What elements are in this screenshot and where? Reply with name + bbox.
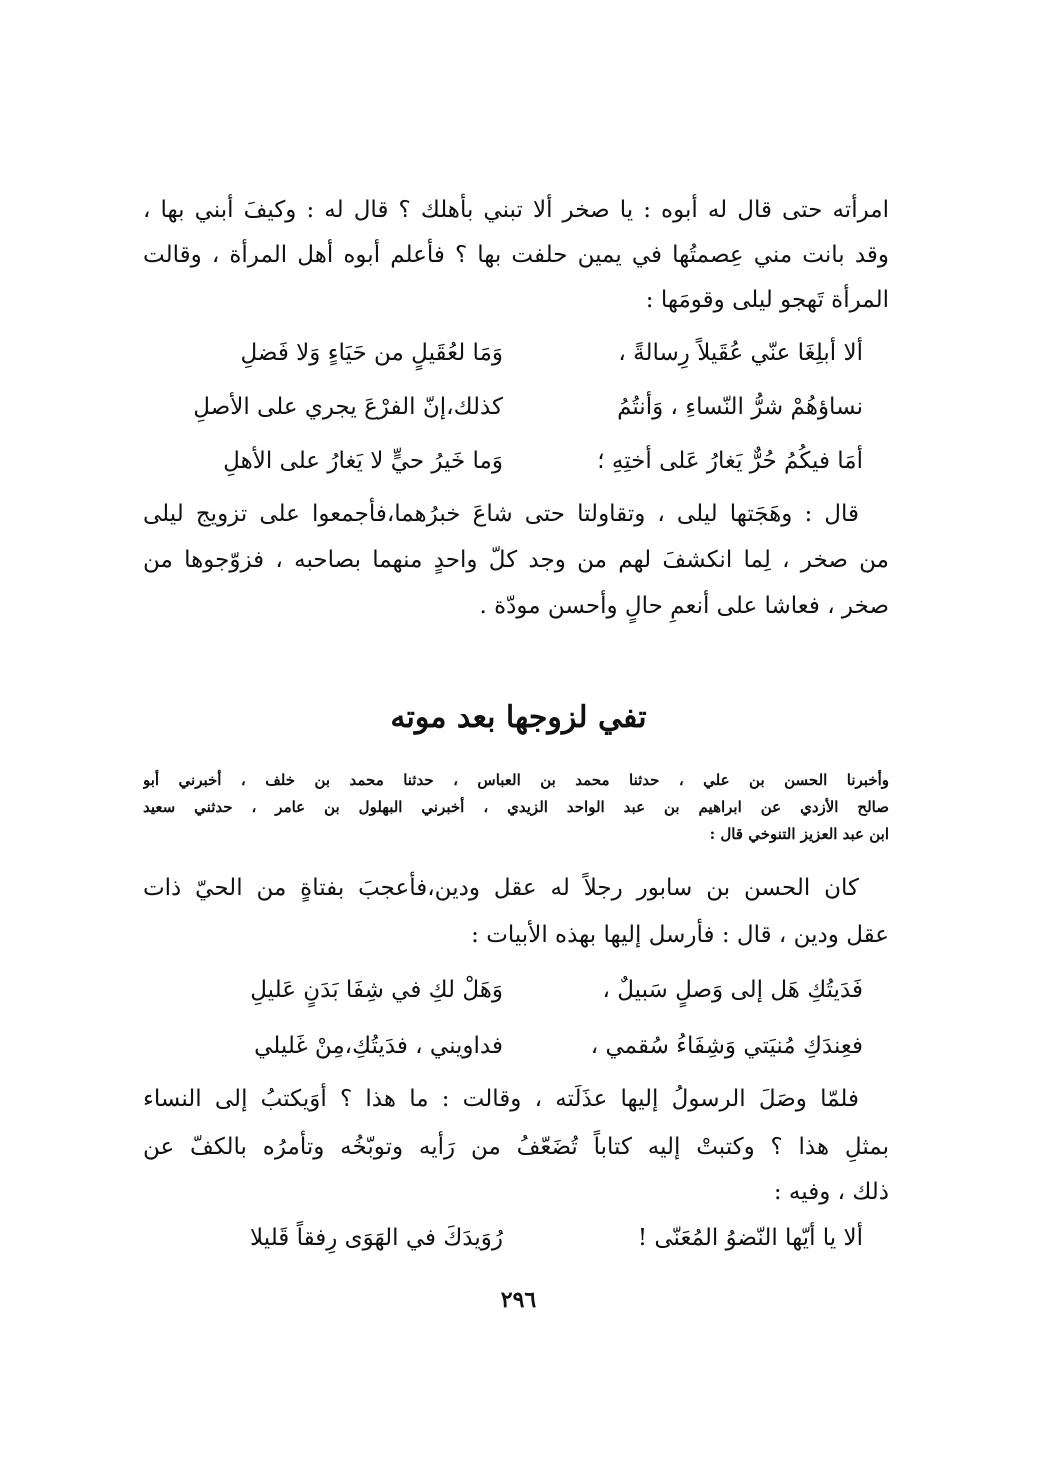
verse-first-hemistich: أمَا فيكُمُ حُرٌّ يَغارُ عَلى أختِهِ ؛ (597, 448, 863, 474)
verse-first-hemistich: فعِندَكِ مُنيَتي وَشِفَاءُ سُقمي ، (590, 1033, 863, 1059)
text-line: امرأته حتى قال له أبوه : يا صخر ألا تبني بأهلك ؟ قال له : وكيفَ أبني بها ، (143, 197, 889, 223)
verse-first-hemistich: نساؤهُمْ شرُّ النّساءِ ، وَأنتُمُ (617, 394, 863, 420)
text-line: عقل ودين ، قال : فأرسل إليها بهذه الأبيات : (471, 922, 889, 948)
text-line: المرأة تَهجو ليلى وقومَها : (645, 287, 889, 313)
text-line: فلمّا وصَلَ الرسولُ إليها عذَلَته ، وقالت : ما هذا ؟ أوَيكتبُ إلى النساء (143, 1086, 859, 1112)
text-line: قال : وهَجَتها ليلى ، وتقاولتا حتى شاعَ خبرُهما،فأجمعوا على تزويج ليلى (143, 501, 859, 527)
text-line: بمثلِ هذا ؟ وكتبتْ إليه كتاباً تُضَعّفُ من رَأيه وتوبّخُه وتأمرُه بالكفّ عن (143, 1134, 889, 1160)
text-line: ذلك ، وفيه : (773, 1179, 889, 1205)
poem-verse (143, 329, 889, 377)
verse-second-hemistich: فداويني ، فدَيتُكِ،مِنْ غَليلي (254, 1033, 503, 1059)
isnad-line: ابن عبد العزيز التنوخي قال : (709, 825, 889, 843)
poem-verse (143, 1022, 889, 1070)
text-line: وقد بانت مني عِصمتُها في يمين حلفت بها ؟ فأعلم أبوه أهل المرأة ، وقالت (143, 242, 889, 268)
verse-second-hemistich: وَهَلْ لكِ في شِفَا بَدَنٍ عَليلِ (250, 977, 503, 1003)
poem-verse (143, 1214, 889, 1262)
verse-second-hemistich: وَمَا لعُقَيلٍ من حَيَاءٍ وَلا فَضلِ (240, 340, 503, 366)
verse-first-hemistich: ألا يا أيّها النّضوُ المُعَنّى ! (637, 1225, 863, 1251)
section-title: تفي لزوجها بعد موته (390, 700, 647, 735)
isnad-line: وأخبرنا الحسن بن علي ، حدثنا محمد بن العباس ، حدثنا محمد بن خلف ، أخبرني أبو (143, 771, 889, 789)
text-line: صخر ، فعاشا على أنعمِ حالٍ وأحسن مودّة . (479, 593, 889, 619)
poem-verse (143, 437, 889, 485)
poem-verse (143, 966, 889, 1014)
text-line: كان الحسن بن سابور رجلاً له عقل ودين،فأعجبَ بفتاةٍ من الحيّ ذات (143, 875, 859, 901)
verse-first-hemistich: ألا أبلِغَا عنّي عُقَيلاً رِسالةً ، (618, 340, 863, 366)
text-line: من صخر ، لِما انكشفَ لهم من وجد كلّ واحدٍ منهما بصاحبه ، فزوّجوها من (143, 547, 889, 573)
verse-second-hemistich: وَما خَيرُ حيٍّ لا يَغارُ على الأهلِ (223, 448, 503, 474)
verse-first-hemistich: فَدَيتُكِ هَل إلى وَصلٍ سَبيلٌ ، (602, 977, 863, 1003)
poem-verse (143, 383, 889, 431)
verse-second-hemistich: رُوَيدَكَ في الهَوَى رِفقاً قَليلا (250, 1225, 503, 1251)
verse-second-hemistich: كذلك،إنّ الفرْعَ يجري على الأصلِ (193, 394, 503, 420)
page-number: ٢٩٦ (500, 1287, 537, 1313)
isnad-line: صالح الأزدي عن ابراهيم بن عبد الواحد الزيدي ، أخبرني البهلول بن عامر ، حدثني سعيد (143, 798, 889, 816)
